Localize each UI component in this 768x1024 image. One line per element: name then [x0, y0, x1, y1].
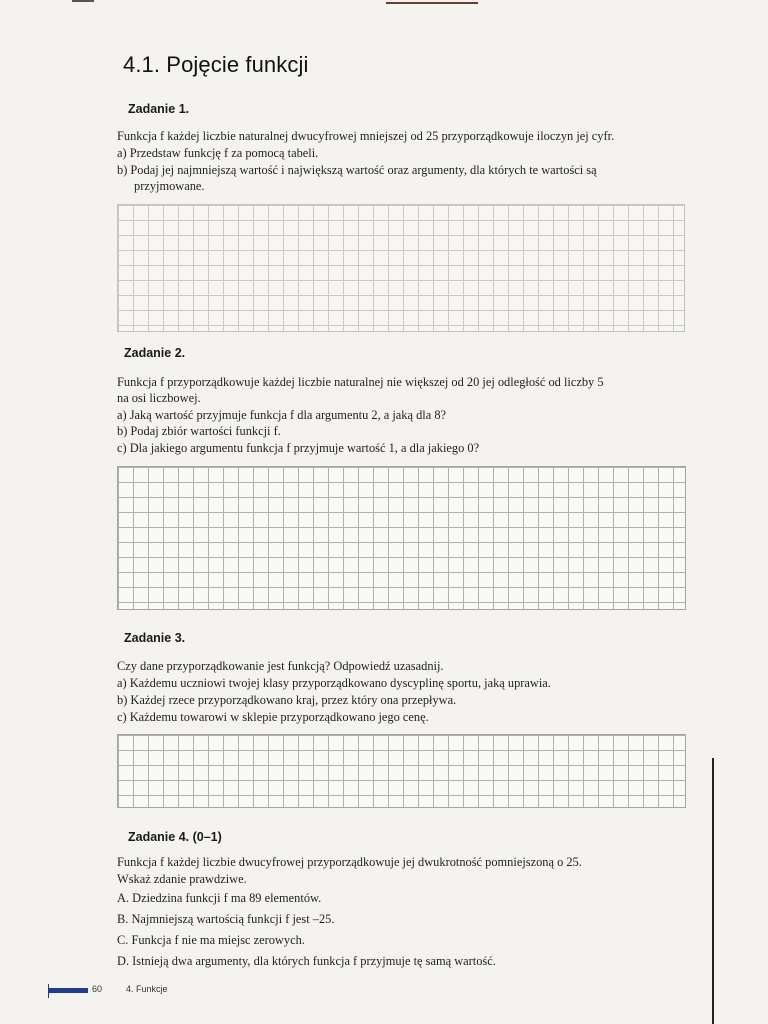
footer-accent-bar: [48, 988, 88, 993]
section-title: 4.1. Pojęcie funkcji: [123, 52, 309, 77]
task-4-option-c: C. Funkcja f nie ma miejsc zerowych.: [117, 933, 305, 947]
task-4-option-b: B. Najmniejszą wartością funkcji f jest –25.: [117, 912, 335, 926]
task-2-text: Funkcja f przyporządkowuje każdej liczbie naturalnej nie większej od 20 jej odległość od liczby 5: [117, 375, 604, 389]
task-1-part-b: b) Podaj jej najmniejszą wartość i największą wartość oraz argumenty, dla których te wartości są: [117, 163, 597, 177]
task-4-option-a: A. Dziedzina funkcji f ma 89 elementów.: [117, 891, 322, 905]
scan-artifact: [72, 0, 94, 2]
scan-artifact: [386, 2, 478, 4]
task-4-text: Funkcja f każdej liczbie dwucyfrowej przyporządkowuje jej dwukrotność pomniejszoną o 25.: [117, 855, 582, 869]
task-2-part-a: a) Jaką wartość przyjmuje funkcja f dla argumentu 2, a jaką dla 8?: [117, 408, 447, 422]
task-2-part-b: b) Podaj zbiór wartości funkcji f.: [117, 424, 281, 438]
task-3-part-c: c) Każdemu towarowi w sklepie przyporządkowano jego cenę.: [117, 710, 429, 724]
page-edge-shadow: [712, 758, 714, 1024]
task-1-heading: Zadanie 1.: [128, 102, 190, 116]
task-4-instruction: Wskaż zdanie prawdziwe.: [117, 872, 247, 886]
answer-grid-1[interactable]: [117, 204, 685, 332]
task-2-heading: Zadanie 2.: [124, 346, 186, 360]
task-3-text: Czy dane przyporządkowanie jest funkcją? Odpowiedź uzasadnij.: [117, 659, 444, 673]
answer-grid-2[interactable]: [117, 466, 686, 610]
chapter-label: 4. Funkcje: [126, 984, 168, 994]
answer-grid-3[interactable]: [117, 734, 686, 808]
task-1-text: Funkcja f każdej liczbie naturalnej dwucyfrowej mniejszej od 25 przyporządkowuje iloczyn jej cyfr.: [117, 129, 615, 143]
task-2-text-cont: na osi liczbowej.: [117, 391, 201, 405]
task-3-heading: Zadanie 3.: [124, 631, 186, 645]
task-2-part-c: c) Dla jakiego argumentu funkcja f przyjmuje wartość 1, a dla jakiego 0?: [117, 441, 480, 455]
task-3-part-b: b) Każdej rzece przyporządkowano kraj, przez który ona przepływa.: [117, 693, 457, 707]
task-4-heading: Zadanie 4. (0–1): [128, 830, 222, 844]
task-3-part-a: a) Każdemu uczniowi twojej klasy przyporządkowano dyscyplinę sportu, jaką uprawia.: [117, 676, 551, 690]
task-1-part-b-cont: przyjmowane.: [134, 179, 205, 193]
page-number: 60: [92, 984, 103, 994]
task-1-part-a: a) Przedstaw funkcję f za pomocą tabeli.: [117, 146, 319, 160]
task-4-option-d: D. Istnieją dwa argumenty, dla których funkcja f przyjmuje tę samą wartość.: [117, 954, 496, 968]
